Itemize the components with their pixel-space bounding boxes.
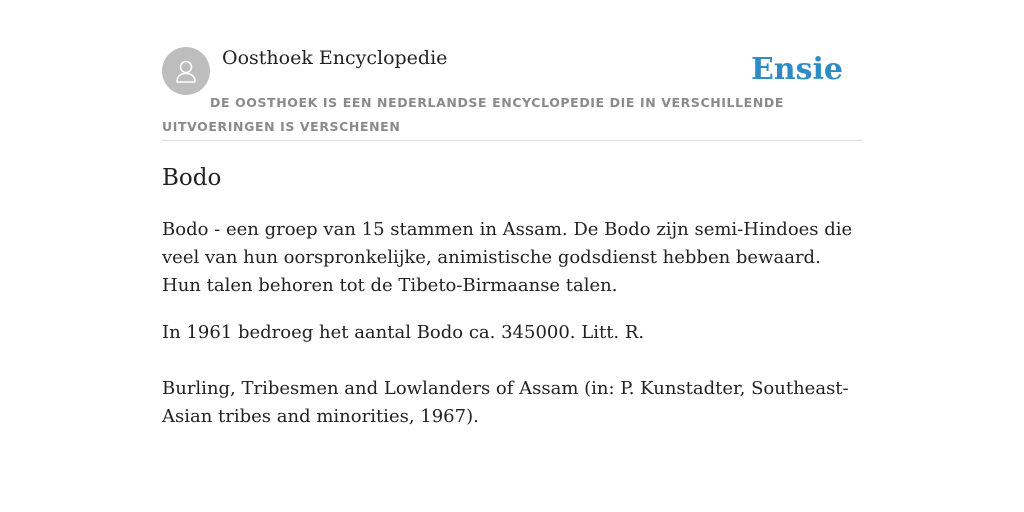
article <box>162 160 862 431</box>
article-paragraph: In 1961 bedroeg het aantal Bodo ca. 345000. Litt. R. <box>162 322 645 343</box>
article-title: Bodo <box>162 165 222 191</box>
source-name-link[interactable]: Oosthoek Encyclopedie <box>222 47 448 69</box>
source-description: DE OOSTHOEK IS EEN NEDERLANDSE ENCYCLOPEDIE DIE IN VERSCHILLENDE UITVOERINGEN IS VERSCHENEN <box>162 95 784 134</box>
article-paragraph: Bodo - een groep van 15 stammen in Assam. De Bodo zijn semi-Hindoes die veel van hun oorspronkelijke, animistische godsdienst hebben bewaard. Hun talen behoren tot de Tibeto-Birmaanse talen. <box>162 219 853 296</box>
article-paragraph: Burling, Tribesmen and Lowlanders of Assam (in: P. Kunstadter, Southeast-Asian tribes and minorities, 1967). <box>162 378 849 427</box>
user-icon <box>172 57 200 85</box>
source-header <box>162 46 862 141</box>
source-avatar[interactable] <box>162 47 210 95</box>
ensie-logo[interactable]: Ensie <box>750 52 843 87</box>
